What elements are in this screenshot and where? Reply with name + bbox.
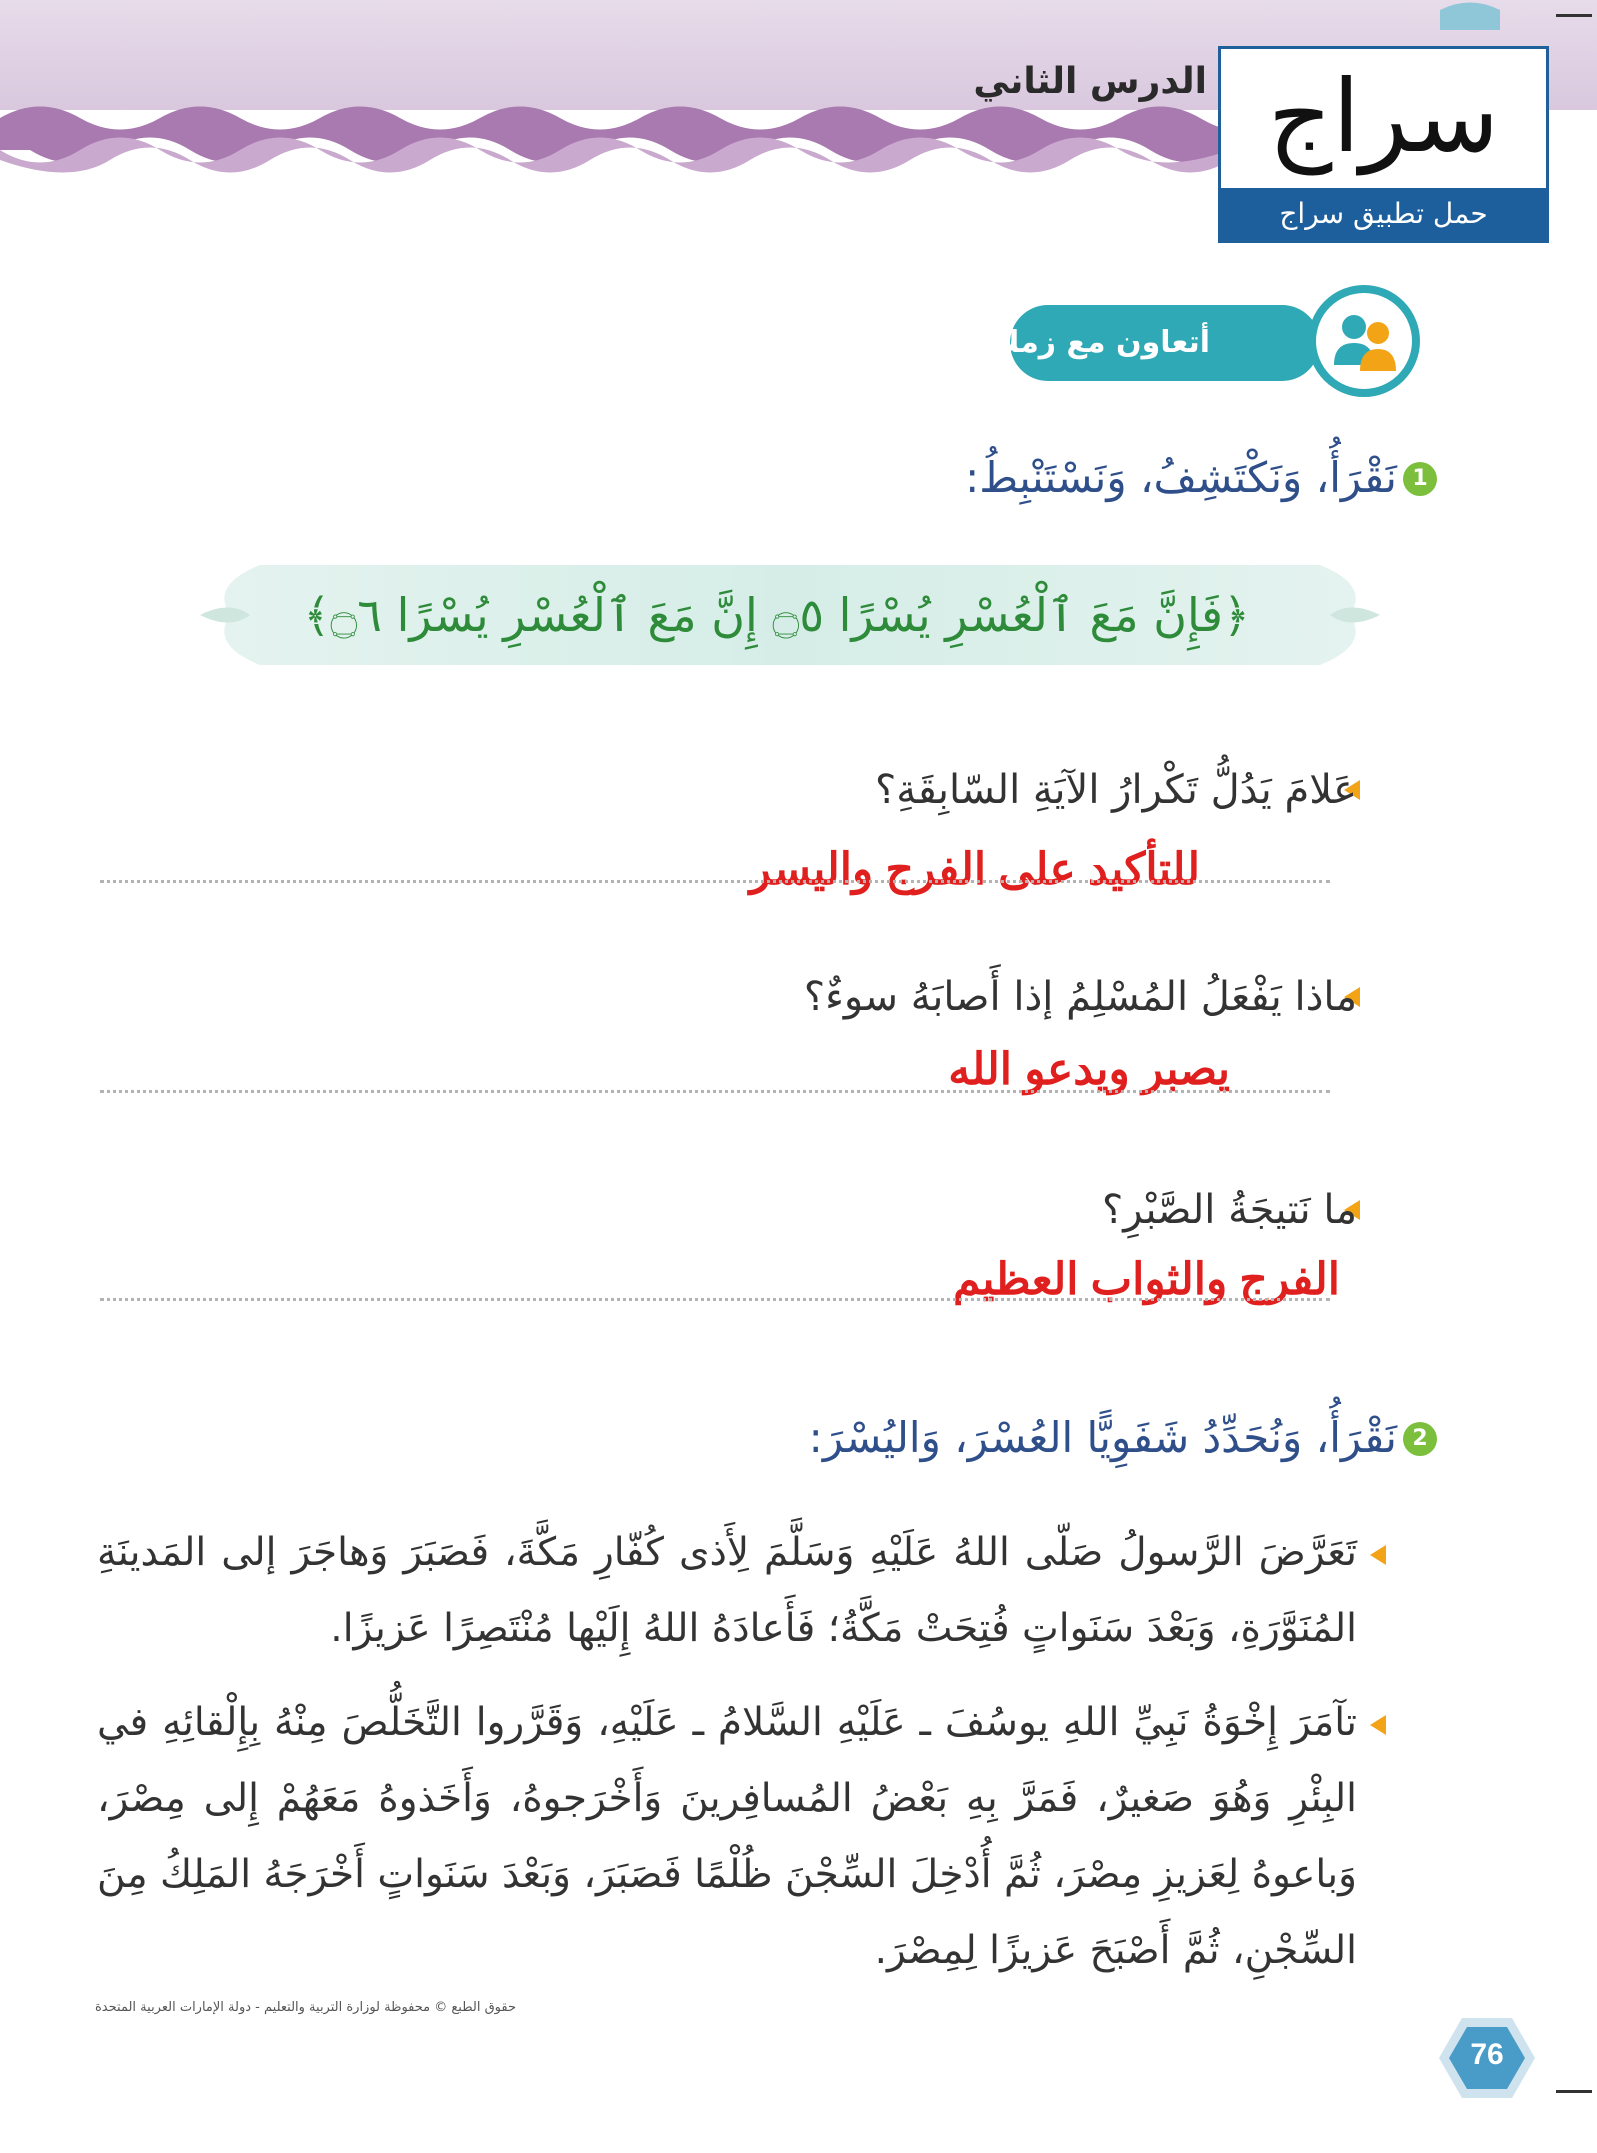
crop-mark [1556,2090,1592,2093]
section-1-number: 1 [1403,462,1437,496]
question-3: ما نَتيجَةُ الصَّبْرِ؟ [1102,1187,1357,1233]
bullet-arrow-icon [1370,1715,1386,1735]
answer-line-2 [100,1090,1330,1093]
siraj-logo[interactable] [1218,46,1549,243]
copyright-note: حقوق الطبع © محفوظة لوزارة التربية والتعليم - دولة الإمارات العربية المتحدة [95,2000,517,2015]
page-number: 76 [1470,2038,1504,2071]
people-icon [1308,285,1420,397]
answer-line-1 [100,880,1330,883]
bullet-arrow-icon [1370,1545,1386,1565]
answer-2[interactable]: يصبر ويدعو الله [948,1045,1230,1094]
section-2-title: نَقْرَأُ، وَنُحَدِّدُ شَفَوِيًّا العُسْرَ، وَاليُسْرَ: [808,1413,1397,1462]
question-2: ماذا يَفْعَلُ المُسْلِمُ إذا أَصابَهُ سوءٌ؟ [803,974,1357,1020]
crop-mark [1556,14,1592,17]
answer-line-3 [100,1298,1330,1301]
story-paragraph-1: تَعَرَّضَ الرَّسولُ صَلّى اللهُ عَلَيْهِ وَسَلَّمَ لِأَذى كُفّارِ مَكَّةَ، فَصَبَرَ وَهاجَرَ إلى المَدينَةِ المُنَوَّرَةِ، وَبَعْدَ سَنَواتٍ فُتِحَتْ مَكَّةُ؛ فَأَعادَهُ اللهُ إِلَيْها مُنْتَصِرًا عَزيزًا. [97,1530,1357,1651]
cooperate-badge [943,305,1320,381]
answer-3[interactable]: الفرج والثواب العظيم [952,1255,1340,1304]
cooperate-label: أتعاون مع زملائي: [943,325,1210,360]
section-1-title: نَقْرَأُ، وَنَكْتَشِفُ، وَنَسْتَنْبِطُ: [965,453,1397,502]
story-paragraph-2: تآمَرَ إِخْوَةُ نَبِيِّ اللهِ يوسُفَ ـ عَلَيْهِ السَّلامُ ـ عَلَيْهِ، وَقَرَّروا التَّخَلُّصَ مِنْهُ بِإِلْقائِهِ في البِئْرِ وَهُوَ صَغيرٌ، فَمَرَّ بِهِ بَعْضُ المُسافِرينَ وَأَخْرَجوهُ، وَأَخَذوهُ مَعَهُمْ إِلى مِصْرَ، وَباعوهُ لِعَزيزِ مِصْرَ، ثُمَّ أُدْخِلَ السِّجْنَ ظُلْمًا فَصَبَرَ، وَبَعْدَ سَنَواتٍ أَخْرَجَهُ المَلِكُ مِنَ السِّجْنِ، ثُمَّ أَصْبَحَ عَزيزًا لِمِصْرَ. [97,1700,1357,1973]
lesson-title: الدرس الثاني [973,61,1207,102]
question-1: عَلامَ يَدُلُّ تَكْرارُ الآيَةِ السّابِقَةِ؟ [875,767,1357,813]
answer-1[interactable]: للتأكيد على الفرج واليسر [749,845,1200,894]
section-2-number: 2 [1403,1422,1437,1456]
logo-tagline: حمل تطبيق سراج [1221,188,1546,240]
logo-word: سراج [1267,58,1500,175]
quran-verse: ﴿فَإِنَّ مَعَ ٱلْعُسْرِ يُسْرًا ۝٥ إِنَّ مَعَ ٱلْعُسْرِ يُسْرًا ۝٦﴾ [303,588,1250,642]
